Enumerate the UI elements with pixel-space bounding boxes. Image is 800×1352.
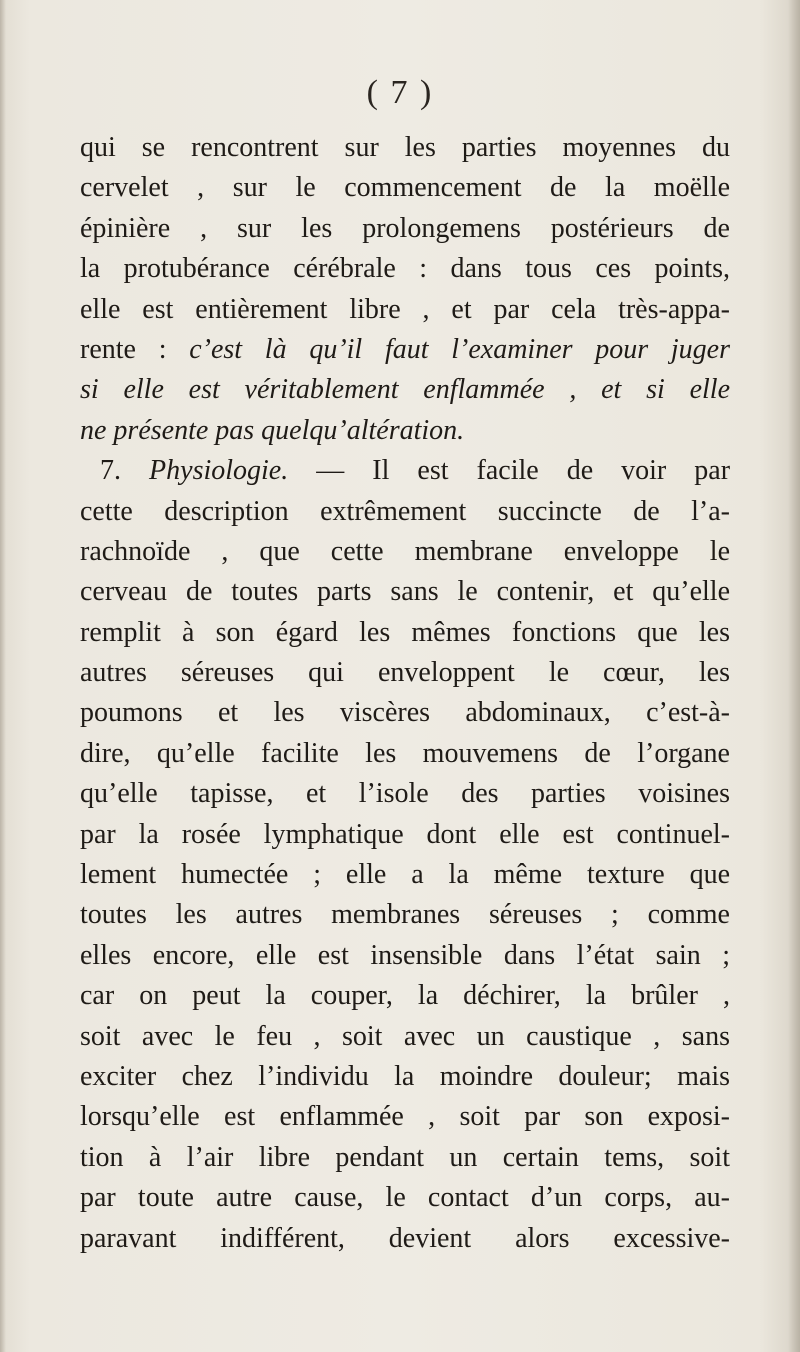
text-line: elles encore, elle est insensible dans l’état sain ; [80, 939, 730, 971]
text-line: car on peut la couper, la déchirer, la brûler , [80, 980, 730, 1012]
text-line: par toute autre cause, le contact d’un corps, au- [80, 1182, 730, 1214]
text-line: si elle est véritablement enflammée , et si elle [80, 374, 730, 406]
section-title: Physiologie. [149, 455, 289, 487]
text-line: lement humectée ; elle a la même texture que [80, 859, 730, 891]
text-line: exciter chez l’individu la moindre douleur; mais [80, 1060, 730, 1092]
text-line: elle est entièrement libre , et par cela très-appa- [80, 293, 730, 325]
text-line: rente : c’est là qu’il faut l’examiner pour juger [80, 333, 730, 365]
text-line: par la rosée lymphatique dont elle est continuel- [80, 818, 730, 850]
text-line: la protubérance cérébrale : dans tous ces points, [80, 253, 730, 285]
section-line: 7. Physiologie. — Il est facile de voir par [100, 455, 731, 487]
text-line: qu’elle tapisse, et l’isole des parties voisines [80, 778, 730, 810]
text-line: paravant indifférent, devient alors excessive- [80, 1222, 730, 1254]
page-number: ( 7 ) [366, 74, 434, 111]
page-edge [788, 0, 800, 1352]
text-line: remplit à son égard les mêmes fonctions que les [80, 616, 730, 648]
text-line: cervelet , sur le commencement de la moëlle [80, 172, 730, 204]
text-line: lorsqu’elle est enflammée , soit par son exposi- [80, 1101, 730, 1133]
spine-shadow [0, 0, 6, 1352]
text-line: tion à l’air libre pendant un certain tems, soit [80, 1141, 730, 1173]
text-line: épinière , sur les prolongemens postérieurs de [80, 212, 730, 244]
text-line: poumons et les viscères abdominaux, c’est-à- [80, 697, 730, 729]
text-line: soit avec le feu , soit avec un caustique , sans [80, 1020, 730, 1052]
emphasis-text: c’est là qu’il faut l’examiner pour juger [189, 333, 730, 365]
text-line: autres séreuses qui enveloppent le cœur, les [80, 657, 730, 689]
body-text [80, 128, 730, 1259]
text-line: rachnoïde , que cette membrane enveloppe le [80, 535, 730, 567]
text-line: dire, qu’elle facilite les mouvemens de l’organe [80, 737, 730, 769]
text-line: qui se rencontrent sur les parties moyennes du [80, 132, 730, 163]
text-line: ne présente pas quelqu’altération. [80, 414, 465, 446]
text-line: cette description extrêmement succincte de l’a- [80, 495, 730, 527]
text-line: toutes les autres membranes séreuses ; comme [80, 899, 730, 931]
text-line: cerveau de toutes parts sans le contenir, et qu’elle [80, 576, 730, 608]
